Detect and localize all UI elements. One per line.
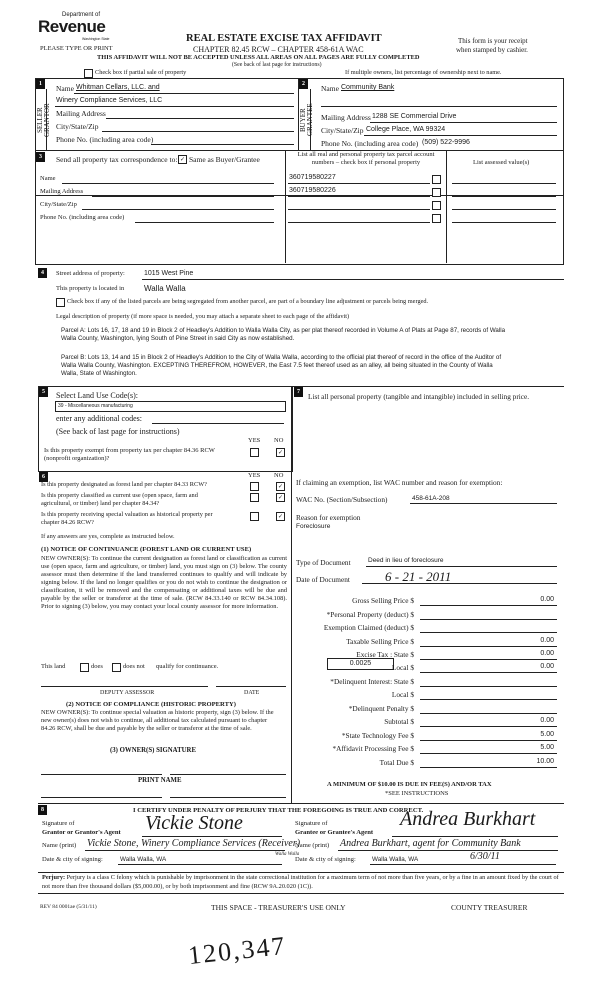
wac-value[interactable]: 458-61A-208 (412, 495, 450, 502)
handwritten-number: 120,347 (186, 930, 288, 971)
corr-name-field[interactable] (62, 183, 274, 184)
tax-row-field[interactable] (420, 619, 557, 620)
assessed-value-field[interactable] (452, 209, 556, 210)
tax-row-field[interactable] (420, 740, 557, 741)
field-line (370, 122, 557, 123)
section-number: 5 (39, 387, 48, 397)
this-land-label: This land (41, 663, 66, 670)
partial-sale-label: Check box if partial sale of property (95, 69, 187, 76)
tax-row-value[interactable]: 0.00 (540, 663, 554, 670)
personal-property-checkbox[interactable] (432, 175, 441, 184)
grantee-signature[interactable]: Andrea Burkhart (400, 808, 536, 830)
field-line (288, 196, 430, 197)
legal-description-label: Legal description of property (if more space is needed, you may attach a separate sheet to each page of the affidavit) (56, 313, 350, 320)
street-label: Street address of property: (56, 270, 125, 277)
current-use-no-checkbox[interactable]: ✓ (277, 494, 284, 501)
seller-phone-field[interactable] (151, 144, 294, 145)
does-label: does (91, 663, 103, 670)
tax-row-field[interactable] (420, 686, 557, 687)
print-name-line[interactable] (41, 797, 162, 798)
if-yes-note: If any answers are yes, complete as instructed below. (41, 533, 175, 540)
signature-line (142, 836, 282, 837)
section-number: 8 (38, 805, 47, 815)
does-not-qualify-checkbox[interactable] (112, 663, 121, 672)
forest-yes-checkbox[interactable] (250, 482, 259, 491)
field-line (321, 106, 557, 107)
exempt-no-checkbox[interactable]: ✓ (277, 449, 284, 456)
tax-row-label: Local $ (391, 663, 414, 672)
segregated-checkbox[interactable] (56, 298, 65, 307)
personal-property-checkbox[interactable] (432, 214, 441, 223)
logo-dept: Department of (62, 12, 101, 18)
parcel-field[interactable] (288, 222, 430, 223)
buyer-phone-value[interactable]: (509) 522-9996 (422, 139, 470, 146)
print-name-label: PRINT NAME (138, 777, 182, 784)
notice-compliance-text: NEW OWNER(S): To continue special valuation as historic property, sign (3) below. If the new owner(s) does not wish to continue, all additional tax calculated pursuant to chapter 84.26 RCW, shall be due and payable by the seller or transferor at the time of sale. (41, 709, 274, 732)
corr-city-label: City/State/Zip (40, 201, 77, 208)
located-value[interactable]: Walla Walla (144, 284, 186, 293)
legal-parcel-a: Parcel A: Lots 16, 17, 18 and 19 in Block 2 of Headley's Addition to Walla Walla City, as per plat thereof recorded in Volume A of Plats at Page 87, records of Walla Walla County, Washington, lying South of Pine Street in said City as now established. (61, 327, 506, 342)
notice-continuance-text: NEW OWNER(S): To continue the current designation as forest land or classification as current use (open space, farm and agriculture, or timber) land, you must sign on (3) below. The county assessor must then determine if the land transferred continues to qualify and will indicate by signing below. If the land no longer qualifies or you do not wish to continue the designation or classification, it will be removed and the compensating or additional taxes will be due and payable by the seller or transferor at the time of sale. (RCW 84.33.140 or RCW 84.34.108). Prior to signing (3) below, you may contact your local county assessor for more information. (41, 555, 287, 610)
located-label: This property is located in (56, 285, 125, 292)
seller-phone-label: Phone No. (including area code) (56, 135, 154, 144)
send-correspondence-label: Send all property tax correspondence to: (56, 155, 178, 164)
tax-row-label: Excise Tax : State $ (356, 650, 414, 659)
tax-row-field[interactable] (420, 753, 557, 754)
wac-label: WAC No. (Section/Subsection) (296, 495, 388, 504)
tax-row-label: *Affidavit Processing Fee $ (332, 744, 414, 753)
parcel-number-1[interactable]: 360719580227 (289, 174, 336, 181)
tax-row-label: Total Due $ (379, 758, 414, 767)
corr-name-label: Name (40, 175, 56, 182)
buyer-city-value[interactable]: College Place, WA 99324 (366, 126, 446, 133)
section-number: 6 (39, 472, 48, 482)
grantee-signature-label: Signature of (295, 820, 328, 827)
grantor-printed-name[interactable]: Vickie Stone, Winery Compliance Services (Receiver) (87, 838, 301, 849)
field-line (85, 850, 285, 851)
tax-row-label: Local $ (391, 690, 414, 699)
owner-signature-line[interactable] (170, 774, 286, 775)
current-use-yes-checkbox[interactable] (250, 493, 259, 502)
signature-line (392, 836, 558, 837)
corr-mailing-label: Mailing Address (40, 188, 84, 195)
grantor-agent-label: Grantor or Grantor's Agent (42, 829, 121, 836)
section-number: 4 (38, 268, 47, 278)
tax-row-field[interactable] (420, 672, 557, 673)
grantor-signature[interactable]: Vickie Stone (145, 812, 243, 834)
document-date-value[interactable]: 6 - 21 - 2011 (385, 569, 452, 584)
same-as-buyer-checkbox[interactable]: ✓ (179, 156, 186, 163)
personal-property-checkbox[interactable] (432, 201, 441, 210)
receipt-note-1: This form is your receipt (458, 37, 528, 45)
no-header: NO (274, 472, 284, 479)
field-line (74, 93, 294, 94)
field-line (362, 583, 557, 584)
tax-row-label: *Delinquent Penalty $ (348, 704, 414, 713)
tax-row-value[interactable]: 0.00 (540, 637, 554, 644)
street-value[interactable]: 1015 West Pine (144, 270, 194, 277)
personal-property-checkbox[interactable] (432, 188, 441, 197)
tax-row-field[interactable] (420, 632, 557, 633)
divider (446, 150, 447, 263)
document-type-label: Type of Document (296, 558, 351, 567)
yes-header: YES (248, 437, 261, 444)
additional-codes-label: enter any additional codes: (56, 414, 142, 423)
tax-row-field[interactable] (420, 767, 557, 768)
certify-statement: I CERTIFY UNDER PENALTY OF PERJURY THAT THE FOREGOING IS TRUE AND CORRECT. (133, 807, 424, 814)
grantor-date-label: Date & city of signing: (42, 856, 103, 863)
grantee-printed-name[interactable]: Andrea Burkhart, agent for Community Bank (340, 838, 521, 849)
notice-compliance-title: (2) NOTICE OF COMPLIANCE (HISTORIC PROPERTY) (66, 701, 236, 708)
section-number: 2 (299, 79, 308, 89)
tax-row-label: Subtotal $ (384, 717, 414, 726)
seller-city-field[interactable] (102, 131, 294, 132)
field-line (142, 279, 564, 280)
does-not-label: does not (123, 663, 145, 670)
seller-mailing-field[interactable] (106, 118, 294, 119)
tax-row-label: Gross Selling Price $ (352, 596, 414, 605)
historical-yes-checkbox[interactable] (250, 512, 259, 521)
warning-text: THIS AFFIDAVIT WILL NOT BE ACCEPTED UNLESS ALL AREAS ON ALL PAGES ARE FULLY COMPLETED (97, 54, 420, 61)
current-use-question: Is this property classified as current use (open space, farm and agricultural, or timber) land per chapter 84.34? (41, 492, 198, 507)
grantee-agent-label: Grantee or Grantee's Agent (295, 829, 374, 836)
grantor-name-label: Name (print) (42, 842, 77, 849)
logo-revenue: Revenue (38, 17, 106, 36)
partial-sale-checkbox[interactable] (84, 69, 93, 78)
same-as-buyer-label: Same as Buyer/Grantee (189, 155, 260, 164)
seller-mailing-label: Mailing Address (56, 109, 106, 118)
grantor-date-city[interactable]: Walla Walla, WA (120, 856, 167, 863)
field-line (364, 135, 557, 136)
tax-row-field[interactable] (420, 605, 557, 606)
tax-row-label: *Personal Property (deduct) $ (326, 610, 414, 619)
parcel-header: List all real and personal property tax parcel account numbers – check box if personal property (297, 151, 435, 166)
tax-row-value[interactable]: 0.00 (540, 596, 554, 603)
divider (285, 150, 286, 263)
claiming-exemption-label: If claiming an exemption, list WAC number and reason for exemption: (296, 478, 503, 487)
assessed-value-field[interactable] (452, 222, 556, 223)
divider (38, 893, 564, 894)
assessed-value-field[interactable] (452, 183, 556, 184)
see-back: (See back of last page for instructions) (232, 62, 322, 68)
tax-row-value[interactable]: 0.00 (540, 650, 554, 657)
tax-row-label: *State Technology Fee $ (341, 731, 414, 740)
tax-row-field[interactable] (420, 713, 557, 714)
buyer-mailing-label: Mailing Address (321, 113, 371, 122)
date-label: DATE (244, 690, 260, 696)
notice-continuance-title: (1) NOTICE OF CONTINUANCE (FOREST LAND OR CURRENT USE) (41, 546, 252, 553)
reason-label: Reason for exemption (296, 513, 361, 522)
historical-question: Is this property receiving special valuation as historical property per chapter 84.26 RCW? (41, 511, 213, 526)
tax-row-value[interactable]: 0.00 (540, 717, 554, 724)
buyer-city-label: City/State/Zip (321, 126, 364, 135)
assessed-header: List assessed value(s) (473, 159, 530, 166)
form-title: REAL ESTATE EXCISE TAX AFFIDAVIT (186, 33, 382, 44)
name-label: Name (321, 84, 339, 93)
tax-row-field[interactable] (420, 646, 557, 647)
buyer-name[interactable]: Community Bank (341, 84, 395, 91)
form-chapter: CHAPTER 82.45 RCW – CHAPTER 458-61A WAC (193, 45, 364, 54)
corr-phone-label: Phone No. (including area code) (40, 214, 125, 221)
exempt-question: Is this property exempt from property tax per chapter 84.36 RCW (nonprofit organization)? (44, 447, 215, 462)
form-revision: REV 84 0001ae (5/31/11) (40, 904, 97, 910)
divider (38, 872, 564, 873)
deputy-assessor-signature-line[interactable] (41, 686, 208, 687)
land-use-label: Select Land Use Code(s): (56, 391, 138, 400)
tax-row-value[interactable]: 5.00 (540, 731, 554, 738)
historical-no-checkbox[interactable]: ✓ (277, 513, 284, 520)
date-line[interactable] (216, 686, 286, 687)
tax-row-label: Exemption Claimed (deduct) $ (323, 623, 414, 632)
local-rate-field[interactable]: 0.0025 (327, 658, 394, 670)
multiple-owners-note: If multiple owners, list percentage of ownership next to name. (345, 69, 502, 76)
grantee-date-handwritten[interactable]: 6/30/11 (470, 851, 500, 862)
grantor-signature-label: Signature of (42, 820, 75, 827)
legal-parcel-b: Parcel B: Lots 13, 14 and 15 in Block 2 of Headley's Addition to the City of Walla Walla, according to the official plat thereof of record in the office of the Auditor of Walla Walla County, Washington. EXCEPTING THEREFROM, HOWEVER, the East 7.5 feet thereof used as an alley, all being situated in the County of Walla Walla, State of Washington. (61, 354, 502, 377)
instructions-note: (See back of last page for instructions) (56, 427, 180, 436)
section-number: 1 (36, 79, 45, 89)
document-type-value[interactable]: Deed in lieu of foreclosure (368, 557, 444, 564)
grantor-handwritten-note: Walla Walla (275, 852, 300, 857)
no-header: NO (274, 437, 284, 444)
minimum-due-note: A MINIMUM OF $10.00 IS DUE IN FEE(S) AND/OR TAX (327, 781, 492, 788)
please-type: PLEASE TYPE OR PRINT (40, 45, 113, 52)
perjury-label: Perjury: (42, 874, 66, 881)
does-qualify-checkbox[interactable] (80, 663, 89, 672)
qualify-label: qualify for continuance. (156, 663, 219, 670)
seller-city-label: City/State/Zip (56, 122, 99, 131)
land-use-code-field[interactable]: 39 - Miscellaneous manufacturing (55, 401, 286, 412)
field-line (370, 864, 556, 865)
corr-city-field[interactable] (82, 209, 274, 210)
tax-row-field[interactable] (420, 659, 557, 660)
seller-side-label: SELLER GRANTOR (36, 103, 51, 137)
field-line (55, 106, 294, 107)
section-number: 3 (36, 152, 45, 162)
personal-property-label: List all personal property (tangible and intangible) included in selling price. (308, 392, 530, 401)
tax-row-label: *Delinquent Interest: State $ (330, 677, 414, 686)
parcel-field[interactable] (288, 209, 430, 210)
perjury-text: Perjury is a class C felony which is punishable by imprisonment in the state correctional institution for a maximum term of not more than five years, or by a fine in an amount fixed by the court of not more than five thousand dollars ($5,000.00), or by both imprisonment and fine (RCW 9A.20.020 (1C)). (42, 874, 559, 890)
buyer-phone-label: Phone No. (including area code) (321, 139, 419, 148)
additional-codes-field[interactable] (152, 423, 284, 424)
logo-state: Washington State (82, 37, 110, 41)
print-name-line[interactable] (170, 797, 286, 798)
forest-question: Is this property designated as forest land per chapter 84.33 RCW? (41, 481, 207, 488)
buyer-side-label: BUYER GRANTEE (299, 103, 314, 137)
deputy-assessor-label: DEPUTY ASSESSOR (100, 690, 155, 696)
buyer-mailing-value[interactable]: 1288 SE Commercial Drive (372, 113, 457, 120)
tax-row-field[interactable] (420, 699, 557, 700)
tax-row-label: Taxable Selling Price $ (346, 637, 414, 646)
forest-no-checkbox[interactable]: ✓ (277, 483, 284, 490)
field-line (338, 850, 558, 851)
name-label: Name (56, 84, 74, 93)
grantee-name-label: Name (print) (295, 842, 330, 849)
document-date-label: Date of Document (296, 575, 350, 584)
divider (38, 803, 564, 804)
parcel-number-2[interactable]: 360719580226 (289, 187, 336, 194)
field-line (118, 864, 282, 865)
reason-value[interactable]: Foreclosure (296, 523, 331, 530)
county-treasurer-label: COUNTY TREASURER (451, 903, 528, 912)
seller-name-2[interactable]: Winery Compliance Services, LLC (56, 97, 163, 104)
corr-mailing-field[interactable] (92, 196, 274, 197)
tax-row-value[interactable]: 5.00 (540, 744, 554, 751)
assessed-value-field[interactable] (452, 196, 556, 197)
treasurer-use-label: THIS SPACE - TREASURER'S USE ONLY (211, 903, 346, 912)
yes-header: YES (248, 472, 261, 479)
field-line (366, 566, 557, 567)
field-line (410, 503, 557, 504)
owner-signature-label: (3) OWNER(S) SIGNATURE (110, 747, 196, 754)
tax-row-field[interactable] (420, 726, 557, 727)
perjury-notice (42, 874, 562, 891)
seller-name-1[interactable]: Whitman Cellars, LLC. and (76, 84, 160, 91)
see-instructions-note: *SEE INSTRUCTIONS (385, 790, 449, 797)
exempt-yes-checkbox[interactable] (250, 448, 259, 457)
corr-phone-field[interactable] (135, 222, 274, 223)
receipt-note-2: when stamped by cashier. (456, 46, 528, 54)
grantee-date-label: Date & city of signing: (295, 856, 356, 863)
section-number: 7 (294, 387, 303, 397)
field-line (288, 183, 430, 184)
segregated-label: Check box if any of the listed parcels are being segregated from another parcel, are part of a boundary line adjustment or parcels being merged. (67, 298, 429, 305)
grantee-date-city[interactable]: Walla Walla, WA (372, 856, 419, 863)
tax-row-value[interactable]: 10.00 (536, 758, 554, 765)
owner-signature-line[interactable] (41, 774, 162, 775)
